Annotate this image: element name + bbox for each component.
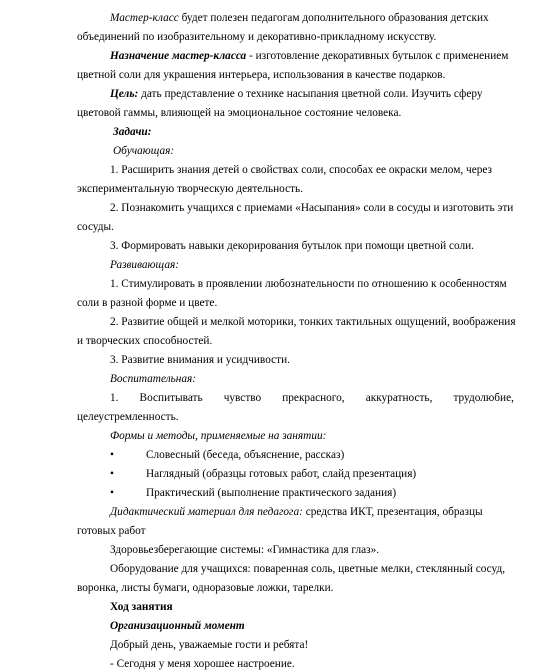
teaching-item-2-line-1: 2. Познакомить учащихся с приемами «Насыпания» соли в сосуды и изготовить эти: [110, 202, 514, 214]
intro-line-1-rest: будет полезен педагогам дополнительного образования детских: [178, 12, 489, 24]
educational-word: Воспитывать: [139, 392, 203, 404]
educational-word: чувство: [223, 392, 262, 404]
equipment-line-1: Оборудование для учащихся: поваренная соль, цветные мелки, стеклянный сосуд,: [110, 563, 506, 575]
intro-term: Мастер-класс: [110, 12, 179, 24]
equipment-line-2: воронка, листы бумаги, одноразовые ложки, тарелки.: [77, 582, 334, 594]
developing-heading: Развивающая:: [110, 259, 179, 271]
methods-item-verbal: Словесный (беседа, объяснение, рассказ): [146, 449, 345, 461]
educational-item-1-line-1: [110, 391, 514, 405]
org-moment-heading: Организационный момент: [110, 620, 245, 632]
intro-line-2: объединений по изобразительному и декоративно-прикладному искусству.: [77, 31, 437, 43]
teaching-heading: Обучающая:: [113, 145, 175, 157]
goal-line-1: [110, 87, 483, 101]
teaching-item-1-line-1: 1. Расширить знания детей о свойствах соли, способах ее окраски мелом, через: [110, 164, 492, 176]
methods-bullet: •: [110, 468, 114, 480]
methods-item-visual: Наглядный (образцы готовых работ, слайд презентация): [146, 468, 417, 480]
goal-line-2: цветовой гаммы, влияющей на эмоциональное состояние человека.: [77, 107, 402, 119]
goal-line-1-rest: дать представление о технике насыпания цветной соли. Изучить сферу: [138, 88, 483, 100]
developing-item-2-line-1: 2. Развитие общей и мелкой моторики, тонких тактильных ощущений, воображения: [110, 316, 516, 328]
developing-item-1-line-2: соли в разной форме и цвете.: [77, 297, 218, 309]
tasks-heading: Задачи:: [113, 126, 152, 138]
didactic-line-1-rest: средства ИКТ, презентация, образцы: [302, 506, 483, 518]
greeting-line: Добрый день, уважаемые гости и ребята!: [110, 639, 309, 651]
mood-line: - Сегодня у меня хорошее настроение.: [110, 658, 295, 670]
purpose-label: Назначение мастер-класса: [110, 50, 247, 62]
educational-word: прекрасного,: [282, 392, 345, 404]
developing-item-1-line-1: 1. Стимулировать в проявлении любознательности по отношению к особенностям: [110, 278, 507, 290]
purpose-line-1-rest: - изготовление декоративных бутылок с применением: [246, 50, 509, 62]
educational-word: аккуратность,: [365, 392, 433, 404]
didactic-label: Дидактический материал для педагога:: [110, 506, 303, 518]
developing-item-2-line-2: и творческих способностей.: [77, 335, 213, 347]
lesson-heading: Ход занятия: [110, 601, 173, 613]
educational-item-1-line-2: целеустремленность.: [77, 411, 179, 423]
educational-word: 1.: [110, 392, 119, 404]
methods-heading: Формы и методы, применяемые на занятии:: [110, 430, 327, 442]
methods-item-practical: Практический (выполнение практического задания): [146, 487, 397, 499]
teaching-item-1-line-2: экспериментальную творческую деятельность.: [77, 183, 304, 195]
methods-bullet: •: [110, 487, 114, 499]
developing-item-3: 3. Развитие внимания и усидчивости.: [110, 354, 290, 366]
teaching-item-3: 3. Формировать навыки декорирования бутылок при помощи цветной соли.: [110, 240, 474, 252]
health-systems: Здоровьезберегающие системы: «Гимнастика для глаз».: [110, 544, 380, 556]
educational-heading: Воспитательная:: [110, 373, 197, 385]
teaching-item-2-line-2: сосуды.: [77, 221, 114, 233]
didactic-line-2: готовых работ: [77, 525, 146, 537]
intro-line-1: [110, 11, 489, 25]
purpose-line-2: цветной соли для украшения интерьера, использования в качестве подарков.: [77, 69, 446, 81]
methods-bullet: •: [110, 449, 114, 461]
educational-word: трудолюбие,: [453, 392, 514, 404]
didactic-line-1: [110, 505, 483, 519]
goal-label: Цель:: [110, 88, 139, 100]
purpose-line-1: [110, 49, 508, 63]
